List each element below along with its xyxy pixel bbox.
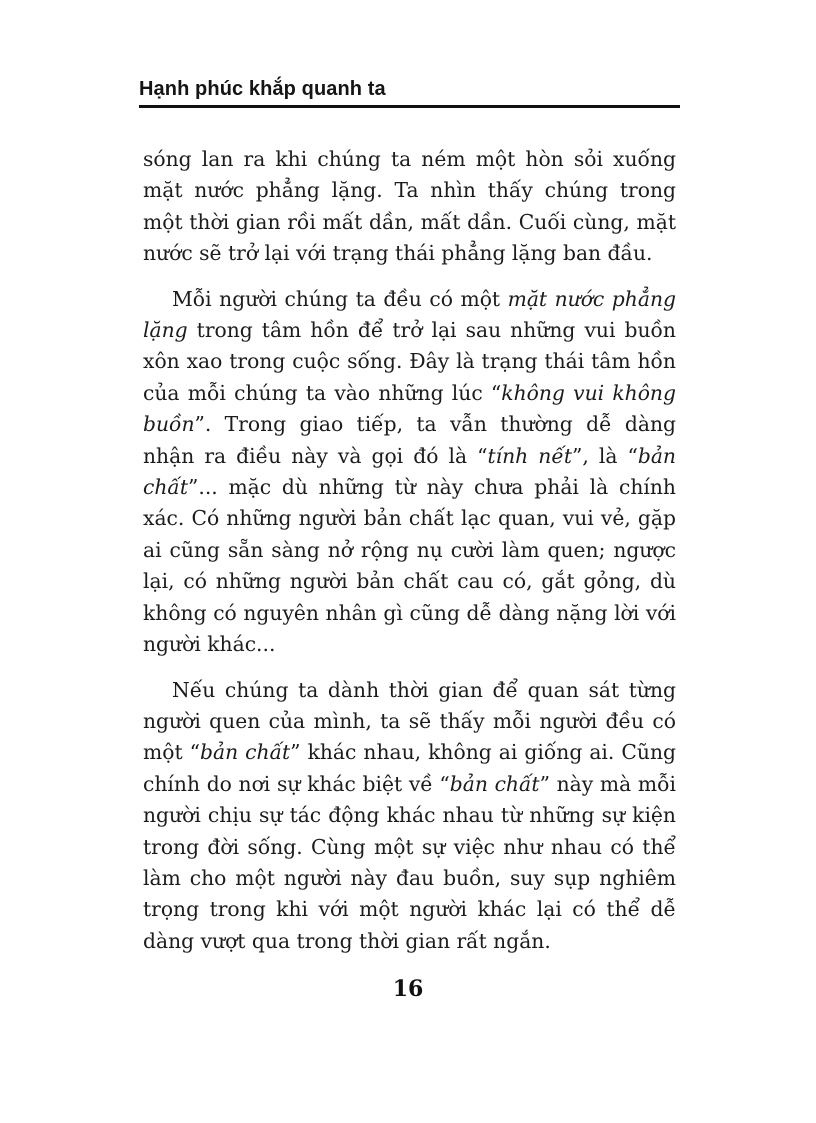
paragraph-text: ” này mà mỗi người chịu sự tác động khác nhau từ những sự kiện trong đời sống. Cùng một sự việc như nhau có thể làm cho một người này đau buồn, suy sụp nghiêm trọng trong khi với một người khác lại có thể dễ dàng vượt qua trong thời gian rất ngắn. <box>143 771 676 953</box>
emphasized-text: tính nết <box>487 443 572 468</box>
emphasized-text: bản chất <box>143 443 676 500</box>
paragraph <box>143 675 676 958</box>
emphasized-text: bản chất <box>200 740 291 765</box>
paragraph-text: ” khác nhau, không ai giống ai. Cũng chính do nơi sự khác biệt về “ <box>143 740 676 796</box>
book-title: Hạnh phúc khắp quanh ta <box>139 78 386 100</box>
emphasized-text: mặt nước phẳng lặng <box>143 286 676 343</box>
paragraph <box>143 284 676 661</box>
paragraph-text: ”. Trong giao tiếp, ta vẫn thường dễ dàng nhận ra điều này và gọi đó là “ <box>143 412 676 468</box>
body-text <box>143 144 676 957</box>
emphasized-text: bản chất <box>449 771 540 796</box>
emphasized-text: không vui không buồn <box>143 380 676 437</box>
running-header <box>139 74 680 108</box>
paragraph-text: Mỗi người chúng ta đều có một <box>172 286 508 311</box>
paragraph-text: trong tâm hồn để trở lại sau những vui buồn xôn xao trong cuộc sống. Đây là trạng thái tâm hồn của mỗi chúng ta vào những lúc “ <box>143 318 676 405</box>
paragraph-text: Nếu chúng ta dành thời gian để quan sát từng người quen của mình, ta sẽ thấy mỗi người đều có một “ <box>143 677 676 765</box>
paragraph <box>143 144 676 270</box>
paragraph-text: ”... mặc dù những từ này chưa phải là chính xác. Có những người bản chất lạc quan, vui vẻ, gặp ai cũng sẵn sàng nở rộng nụ cười làm quen; ngược lại, có những người bản chất cau có, gắt gỏng, dù không có nguyên nhân gì cũng dễ dàng nặng lời với người khác... <box>143 475 676 657</box>
paragraph-text: sóng lan ra khi chúng ta ném một hòn sỏi xuống mặt nước phẳng lặng. Ta nhìn thấy chúng trong một thời gian rồi mất dần, mất dần. Cuối cùng, mặt nước sẽ trở lại với trạng thái phẳng lặng ban đầu. <box>143 147 676 266</box>
paragraph-text: ”, là “ <box>571 443 638 468</box>
page-number: 16 <box>392 976 424 1002</box>
